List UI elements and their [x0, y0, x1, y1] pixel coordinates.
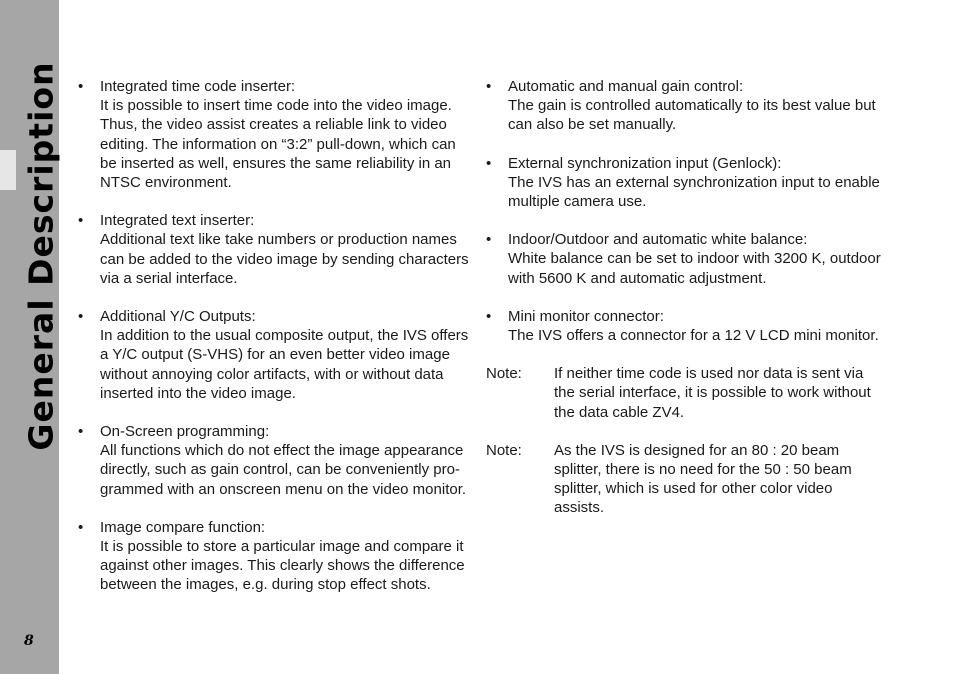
list-item	[486, 230, 886, 288]
item-body: White balance can be set to indoor with 3200 K, outdoor with 5600 K and automatic adjustment.	[508, 250, 881, 287]
bullet-icon: •	[78, 308, 84, 326]
bullet-icon: •	[78, 78, 84, 95]
note-label: Note:	[486, 441, 522, 459]
bullet-icon: •	[486, 307, 492, 325]
item-body: All functions which do not effect the image appearance directly, such as gain control, can be conveniently pro-grammed with an onscreen menu on the video monitor.	[100, 442, 467, 498]
bullet-icon: •	[78, 212, 84, 230]
item-heading: External synchronization input (Genlock):	[508, 154, 782, 172]
note-label: Note:	[486, 365, 522, 383]
right-column	[486, 77, 886, 518]
note-text: If neither time code is used nor data is sent via the serial interface, it is possible to work without the data cable ZV4.	[554, 365, 871, 421]
bullet-icon: •	[486, 154, 492, 172]
item-body: It is possible to store a particular image and compare it against other images. This clearly shows the difference between the images, e.g. during stop effect shots.	[100, 538, 465, 594]
list-item	[78, 211, 473, 288]
item-heading: On-Screen programming:	[100, 423, 270, 441]
note	[486, 441, 886, 518]
item-body: Additional text like take numbers or production names can be added to the video image by sending characters via a serial interface.	[100, 231, 469, 287]
list-item	[486, 154, 886, 212]
item-body: In addition to the usual composite output, the IVS offers a Y/C output (S-VHS) for an even better video image without annoying color artifacts, with or without data inserted into the video image.	[100, 327, 469, 402]
item-heading: Image compare function:	[100, 518, 266, 536]
page-number: 8	[24, 633, 34, 649]
item-heading: Automatic and manual gain control:	[508, 78, 744, 95]
list-item	[78, 77, 473, 192]
item-heading: Integrated time code inserter:	[100, 78, 296, 95]
bullet-icon: •	[486, 78, 492, 95]
list-item	[78, 518, 473, 595]
list-item	[486, 307, 886, 345]
sidebar	[0, 0, 59, 674]
list-item	[486, 77, 886, 135]
note	[486, 364, 886, 422]
sidebar-tab-marker	[0, 150, 16, 190]
item-body: It is possible to insert time code into the video image. Thus, the video assist creates a reliable link to video editing. The information on “3:2” pull-down, which can be inserted as well, ensures the same reliability in an NTSC environment.	[100, 97, 456, 192]
item-heading: Additional Y/C Outputs:	[100, 308, 256, 326]
list-item	[78, 422, 473, 499]
bullet-icon: •	[78, 518, 84, 536]
list-item	[78, 307, 473, 403]
note-text: As the IVS is designed for an 80 : 20 beam splitter, there is no need for the 50 : 50 beam splitter, which is used for other color video assists.	[554, 441, 852, 517]
item-heading: Integrated text inserter:	[100, 212, 255, 230]
section-title: General Description	[21, 61, 61, 451]
bullet-icon: •	[486, 231, 492, 249]
item-body: The gain is controlled automatically to its best value but can also be set manually.	[508, 97, 876, 134]
item-body: The IVS offers a connector for a 12 V LCD mini monitor.	[508, 327, 879, 345]
left-column	[78, 77, 473, 595]
item-body: The IVS has an external synchronization input to enable multiple camera use.	[508, 173, 880, 211]
item-heading: Indoor/Outdoor and automatic white balance:	[508, 231, 808, 249]
item-heading: Mini monitor connector:	[508, 307, 664, 325]
bullet-icon: •	[78, 423, 84, 441]
